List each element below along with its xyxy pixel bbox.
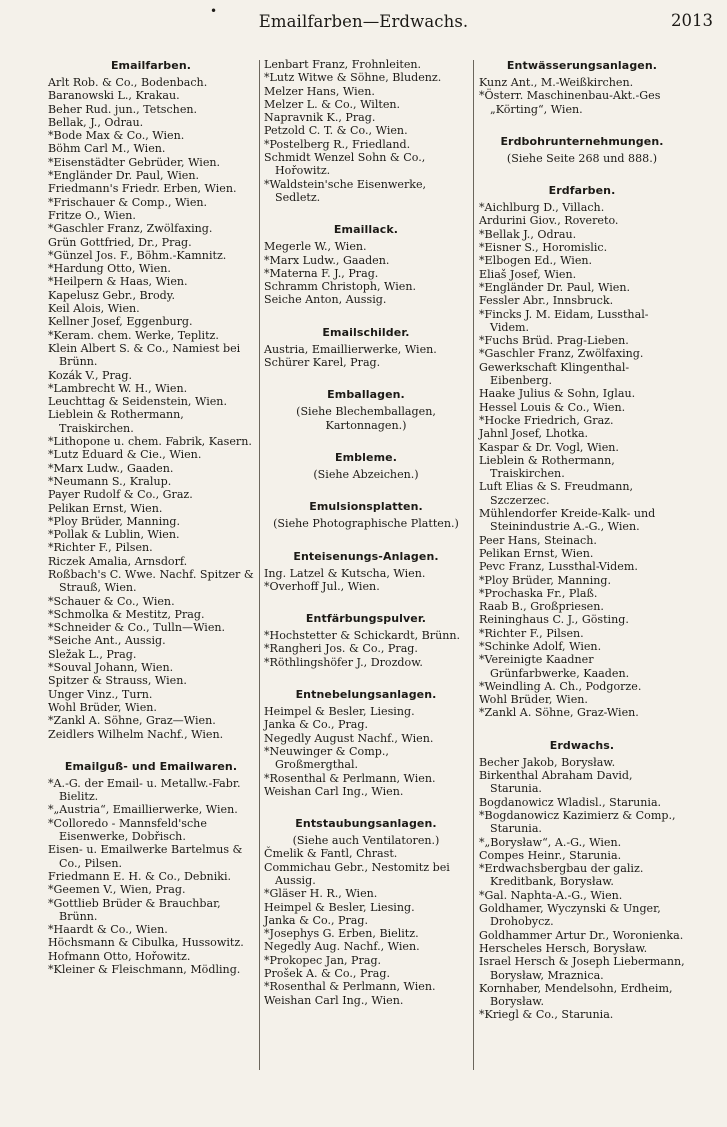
directory-entry: Lenbart Franz, Frohnleiten. <box>264 58 422 71</box>
directory-entry: Luft Elias & S. Freudmann, Szczerzec. <box>479 480 634 507</box>
directory-entry: Lieblein & Rothermann, Traiskirchen. <box>479 453 615 481</box>
directory-entry: Pevc Franz, Lussthal-Videm. <box>479 560 638 574</box>
directory-entry: *Elbogen Ed., Wien. <box>479 254 593 268</box>
section <box>264 58 468 204</box>
directory-entry: Arlt Rob. & Co., Bodenbach. <box>48 76 208 89</box>
directory-entry: *Röthlingshöfer J., Drozdow. <box>264 655 423 669</box>
column-divider-1 <box>259 60 260 1070</box>
directory-entry: Reininghaus C. J., Gösting. <box>479 613 629 627</box>
directory-entry: Friedmann's Friedr. Erben, Wien. <box>48 182 237 196</box>
directory-entry: Jahnl Josef, Lhotka. <box>479 427 589 441</box>
directory-entry: Payer Rudolf & Co., Graz. <box>48 488 193 502</box>
directory-entry: Schmidt Wenzel Sohn & Co., Hořowitz. <box>264 151 426 178</box>
directory-entry: Beher Rud. jun., Tetschen. <box>48 102 198 116</box>
directory-entry: *Richter F., Pilsen. <box>479 626 584 640</box>
directory-entry: Seiche Anton, Aussig. <box>264 293 387 307</box>
page-header <box>0 0 727 40</box>
section <box>479 134 685 165</box>
section-heading: Erdfarben. <box>548 184 616 198</box>
directory-entry: Eliaš Josef, Wien. <box>479 267 577 281</box>
directory-entry: Kozák V., Prag. <box>48 368 133 382</box>
section-heading: Enteisenungs-Anlagen. <box>293 549 439 563</box>
directory-entry: *Heilpern & Haas, Wien. <box>48 275 188 289</box>
directory-entry: Lieblein & Rothermann, Traiskirchen. <box>48 408 184 435</box>
directory-entry: *Gaschler Franz, Zwölfaxing. <box>479 347 644 361</box>
directory-entry: *Souval Johann, Wien. <box>48 661 174 675</box>
directory-entry: Raab B., Großpriesen. <box>479 600 604 614</box>
directory-entry: Pelikan Ernst, Wien. <box>479 546 594 560</box>
directory-entry: Schürer Karel, Prag. <box>264 356 381 370</box>
directory-entry: Wohl Brüder, Wien. <box>48 700 157 714</box>
directory-entry: *Schmolka & Mestitz, Prag. <box>48 607 205 621</box>
directory-entry: *Kleiner & Fleischmann, Mödling. <box>48 963 241 976</box>
section <box>264 549 468 594</box>
column-1 <box>48 58 254 976</box>
directory-entry: *„Borysław“, A.-G., Wien. <box>479 835 622 849</box>
directory-entry: *Geemen V., Wien, Prag. <box>48 883 186 897</box>
directory-entry: *Marx Ludw., Gaaden. <box>264 253 390 267</box>
directory-entry: Kellner Josef, Eggenburg. <box>48 315 193 329</box>
directory-entry: *Rosenthal & Perlmann, Wien. <box>264 771 436 785</box>
directory-entry: *Zankl A. Söhne, Graz-Wien. <box>479 706 639 720</box>
directory-entry: *Prokopec Jan, Prag. <box>264 953 382 967</box>
directory-entry: *Bellak J., Odrau. <box>479 227 577 241</box>
directory-entry: *Zankl A. Söhne, Graz—Wien. <box>48 714 216 728</box>
section <box>479 183 685 720</box>
directory-entry: *Seiche Ant., Aussig. <box>48 634 166 648</box>
directory-entry: *Fuchs Brüd. Prag-Lieben. <box>479 334 629 348</box>
section <box>264 387 468 432</box>
directory-entry: (Siehe Blechemballagen, Kartonnagen.) <box>296 405 436 432</box>
directory-entry: Bellak, J., Odrau. <box>48 115 144 129</box>
section-heading: Entfärbungspulver. <box>305 612 427 626</box>
directory-entry: Hofmann Otto, Hořowitz. <box>48 949 191 963</box>
directory-entry: *Materna F. J., Prag. <box>264 266 379 280</box>
directory-entry: Petzold C. T. & Co., Wien. <box>264 124 408 138</box>
directory-entry: Birkenthal Abraham David, Starunia. <box>479 769 633 796</box>
directory-entry: Riczek Amalia, Arnsdorf. <box>48 554 188 568</box>
section-heading: Erdwachs. <box>549 738 615 752</box>
directory-entry: Austria, Emaillierwerke, Wien. <box>264 342 437 356</box>
directory-entry: Janka & Co., Prag. <box>264 913 369 927</box>
section <box>479 58 685 116</box>
directory-entry: Bogdanowicz Wladisl., Starunia. <box>479 795 662 809</box>
directory-entry: Sležak L., Prag. <box>48 647 137 661</box>
directory-entry: Melzer Hans, Wien. <box>264 84 375 98</box>
directory-entry: Becher Jakob, Borysław. <box>479 755 616 769</box>
directory-entry: Ing. Latzel & Kutscha, Wien. <box>264 566 426 580</box>
directory-entry: *Gal. Naphta-A.-G., Wien. <box>479 888 623 902</box>
directory-entry: Fritze O., Wien. <box>48 208 136 222</box>
directory-entry: *Engländer Dr. Paul, Wien. <box>48 169 200 183</box>
directory-entry: Roßbach's C. Wwe. Nachf. Spitzer & Strauß, Wien. <box>48 567 254 595</box>
section <box>48 58 254 741</box>
directory-entry: Ardurini Giov., Rovereto. <box>479 214 619 228</box>
directory-entry: *Josephys G. Erben, Bielitz. <box>264 927 419 941</box>
column-3 <box>479 58 685 1022</box>
directory-entry: Wohl Brüder, Wien. <box>479 693 588 707</box>
directory-entry: Negedly August Nachf., Wien. <box>264 731 434 745</box>
directory-entry: Gewerkschaft Klingenthal-Eibenberg. <box>479 360 630 388</box>
directory-entry: *Lambrecht W. H., Wien. <box>48 381 188 395</box>
section <box>264 325 468 370</box>
section-heading: Emailschilder. <box>322 325 410 339</box>
directory-entry: *Österr. Maschinenbau-Akt.-Ges „Körting“, Wien. <box>479 89 661 116</box>
directory-entry: *Neumann S., Kralup. <box>48 474 172 488</box>
directory-entry: *Frischauer & Comp., Wien. <box>48 195 208 209</box>
directory-entry: *Erdwachsbergbau der galiz. Kreditbank, Borysław. <box>479 862 644 889</box>
directory-entry: *Hochstetter & Schickardt, Brünn. <box>264 629 461 643</box>
directory-entry: *Lutz Eduard & Cie., Wien. <box>48 448 202 462</box>
directory-entry: Leuchttag & Seidenstein, Wien. <box>48 395 227 409</box>
directory-entry: Haake Julius & Sohn, Iglau. <box>479 387 636 401</box>
section-heading: Erdbohrunternehmungen. <box>500 134 664 148</box>
section-heading: Emailguß- und Emailwaren. <box>64 759 238 773</box>
section <box>264 222 468 306</box>
section <box>264 816 468 1007</box>
directory-entry: *Gottlieb Brüder & Brauchbar, Brünn. <box>48 896 221 923</box>
directory-entry: *Bode Max & Co., Wien. <box>48 129 185 143</box>
page-title: Emailfarben—Erdwachs. <box>258 12 469 31</box>
directory-entry: *Neuwinger & Comp., Großmergthal. <box>264 744 389 772</box>
directory-entry: Keil Alois, Wien. <box>48 302 140 316</box>
directory-entry: *Lithopone u. chem. Fabrik, Kasern. <box>48 435 252 449</box>
directory-entry: Prošek A. & Co., Prag. <box>264 967 390 981</box>
directory-entry: Heimpel & Besler, Liesing. <box>264 705 415 719</box>
directory-entry: Friedmann E. H. & Co., Debniki. <box>48 869 232 883</box>
directory-entry: Baranowski L., Krakau. <box>48 89 180 103</box>
directory-entry: *Pollak & Lublin, Wien. <box>48 528 180 542</box>
directory-entry: Unger Vinz., Turn. <box>48 687 153 701</box>
directory-entry: Melzer L. & Co., Wilten. <box>264 97 401 111</box>
directory-entry: *Eisner S., Horomislic. <box>479 241 608 255</box>
directory-entry: Megerle W., Wien. <box>264 240 367 254</box>
directory-entry: Weishan Carl Ing., Wien. <box>264 993 404 1007</box>
directory-entry: Höchsmann & Cibulka, Hussowitz. <box>48 936 244 950</box>
directory-entry: Weishan Carl Ing., Wien. <box>264 784 404 798</box>
directory-entry: Eisen- u. Emailwerke Bartelmus & Co., Pilsen. <box>48 843 243 870</box>
directory-entry: *Günzel Jos. F., Böhm.-Kamnitz. <box>48 248 227 262</box>
directory-entry: Pelikan Ernst, Wien. <box>48 501 163 515</box>
directory-entry: Spitzer & Strauss, Wien. <box>48 674 187 688</box>
directory-entry: Hessel Louis & Co., Wien. <box>479 400 626 414</box>
directory-entry: *Schauer & Co., Wien. <box>48 594 175 608</box>
directory-entry: *Marx Ludw., Gaaden. <box>48 461 174 475</box>
directory-entry: Klein Albert S. & Co., Namiest bei Brünn. <box>48 341 241 369</box>
directory-entry: *Lutz Witwe & Söhne, Bludenz. <box>264 71 442 85</box>
directory-entry: *Rosenthal & Perlmann, Wien. <box>264 980 436 994</box>
directory-entry: Negedly Aug. Nachf., Wien. <box>264 940 420 954</box>
directory-entry: Herscheles Hersch, Borysław. <box>479 941 648 955</box>
directory-entry: Kaspar & Dr. Vogl, Wien. <box>479 440 619 454</box>
directory-entry: *Ploy Brüder, Manning. <box>48 514 181 528</box>
directory-entry: *„Austria“, Emaillierwerke, Wien. <box>48 803 238 817</box>
page-number: 2013 <box>671 11 713 30</box>
directory-entry: (Siehe Photographische Platten.) <box>273 517 459 531</box>
directory-entry: *Bogdanowicz Kazimierz & Comp., Starunia. <box>479 808 676 836</box>
directory-entry: *Waldstein'sche Eisenwerke, Sedletz. <box>264 177 427 204</box>
directory-entry: *Prochaska Fr., Plaß. <box>479 586 598 600</box>
directory-entry: *A.-G. der Email- u. Metallw.-Fabr. Bielitz. <box>48 776 241 804</box>
directory-entry: Kunz Ant., M.-Weißkirchen. <box>479 76 634 89</box>
directory-entry: *Richter F., Pilsen. <box>48 541 153 555</box>
section-heading: Entnebelungsanlagen. <box>295 688 437 702</box>
directory-entry: *Colloredo - Mannsfeld'sche Eisenwerke, Dobřisch. <box>48 816 207 844</box>
directory-entry: Zeidlers Wilhelm Nachf., Wien. <box>48 727 224 741</box>
directory-entry: *Hocke Friedrich, Graz. <box>479 413 614 427</box>
directory-entry: *Schneider & Co., Tulln—Wien. <box>48 621 226 635</box>
directory-entry: (Siehe auch Ventilatoren.) <box>292 834 440 848</box>
section <box>264 611 468 669</box>
directory-entry: Fessler Abr., Innsbruck. <box>479 294 614 308</box>
directory-entry: *Haardt & Co., Wien. <box>48 923 168 937</box>
directory-entry: *Weindling A. Ch., Podgorze. <box>479 679 642 693</box>
section-heading: Emailfarben. <box>110 59 192 72</box>
section <box>48 759 254 976</box>
directory-entry: (Siehe Abzeichen.) <box>313 467 419 481</box>
directory-entry: *Overhoff Jul., Wien. <box>264 579 380 593</box>
section <box>264 687 468 798</box>
section-heading: Entwässerungsanlagen. <box>506 59 658 72</box>
directory-entry: *Postelberg R., Friedland. <box>264 137 411 151</box>
directory-entry: Goldhamer, Wyczynski & Unger, Drohobycz. <box>479 902 661 929</box>
directory-entry: *Gläser H. R., Wien. <box>264 887 378 901</box>
directory-entry: Janka & Co., Prag. <box>264 718 369 732</box>
section <box>264 450 468 481</box>
directory-entry: *Rangheri Jos. & Co., Prag. <box>264 642 418 656</box>
directory-entry: *Engländer Dr. Paul, Wien. <box>479 280 631 294</box>
directory-entry: Čmelik & Fantl, Chrast. <box>264 847 398 861</box>
directory-entry: Peer Hans, Steinach. <box>479 533 597 547</box>
header-mark: • <box>210 4 218 18</box>
section-heading: Entstaubungsanlagen. <box>295 817 437 831</box>
directory-entry: *Fincks J. M. Eidam, Lussthal-Videm. <box>479 307 649 334</box>
directory-entry: (Siehe Seite 268 und 888.) <box>506 151 658 165</box>
directory-entry: Böhm Carl M., Wien. <box>48 142 166 156</box>
section <box>264 499 468 530</box>
column-divider-2 <box>473 60 474 1070</box>
directory-entry: *Keram. chem. Werke, Teplitz. <box>48 328 219 342</box>
directory-entry: Kapelusz Gebr., Brody. <box>48 288 176 302</box>
directory-entry: Compes Heinr., Starunia. <box>479 848 622 862</box>
directory-entry: *Eisenstädter Gebrüder, Wien. <box>48 155 221 169</box>
directory-entry: Napravnik K., Prag. <box>264 111 376 125</box>
section-heading: Embleme. <box>335 450 397 464</box>
directory-entry: *Schinke Adolf, Wien. <box>479 639 602 653</box>
directory-entry: *Aichlburg D., Villach. <box>479 201 605 215</box>
section-heading: Emballagen. <box>327 388 405 402</box>
directory-entry: *Gaschler Franz, Zwölfaxing. <box>48 222 213 236</box>
directory-entry: *Ploy Brüder, Manning. <box>479 573 612 587</box>
directory-entry: Goldhammer Artur Dr., Woronienka. <box>479 928 684 942</box>
directory-entry: *Kriegl & Co., Starunia. <box>479 1008 614 1022</box>
column-2 <box>264 58 468 1007</box>
directory-entry: Israel Hersch & Joseph Liebermann, Borysław, Mraznica. <box>479 955 685 982</box>
directory-entry: Kornhaber, Mendelsohn, Erdheim, Borysław. <box>479 981 673 1009</box>
directory-entry: Mühlendorfer Kreide-Kalk- und Steinindustrie A.-G., Wien. <box>479 507 656 534</box>
directory-entry: Grün Gottfried, Dr., Prag. <box>48 235 192 249</box>
section <box>479 738 685 1022</box>
directory-entry: Heimpel & Besler, Liesing. <box>264 900 415 914</box>
section-heading: Emulsionsplatten. <box>309 500 423 514</box>
directory-entry: *Hardung Otto, Wien. <box>48 262 171 276</box>
directory-entry: Schramm Christoph, Wien. <box>264 280 417 294</box>
directory-entry: Commichau Gebr., Nestomitz bei Aussig. <box>264 860 450 887</box>
section-heading: Emaillack. <box>333 223 399 237</box>
directory-entry: *Vereinigte Kaadner Grünfarbwerke, Kaaden. <box>479 653 630 680</box>
